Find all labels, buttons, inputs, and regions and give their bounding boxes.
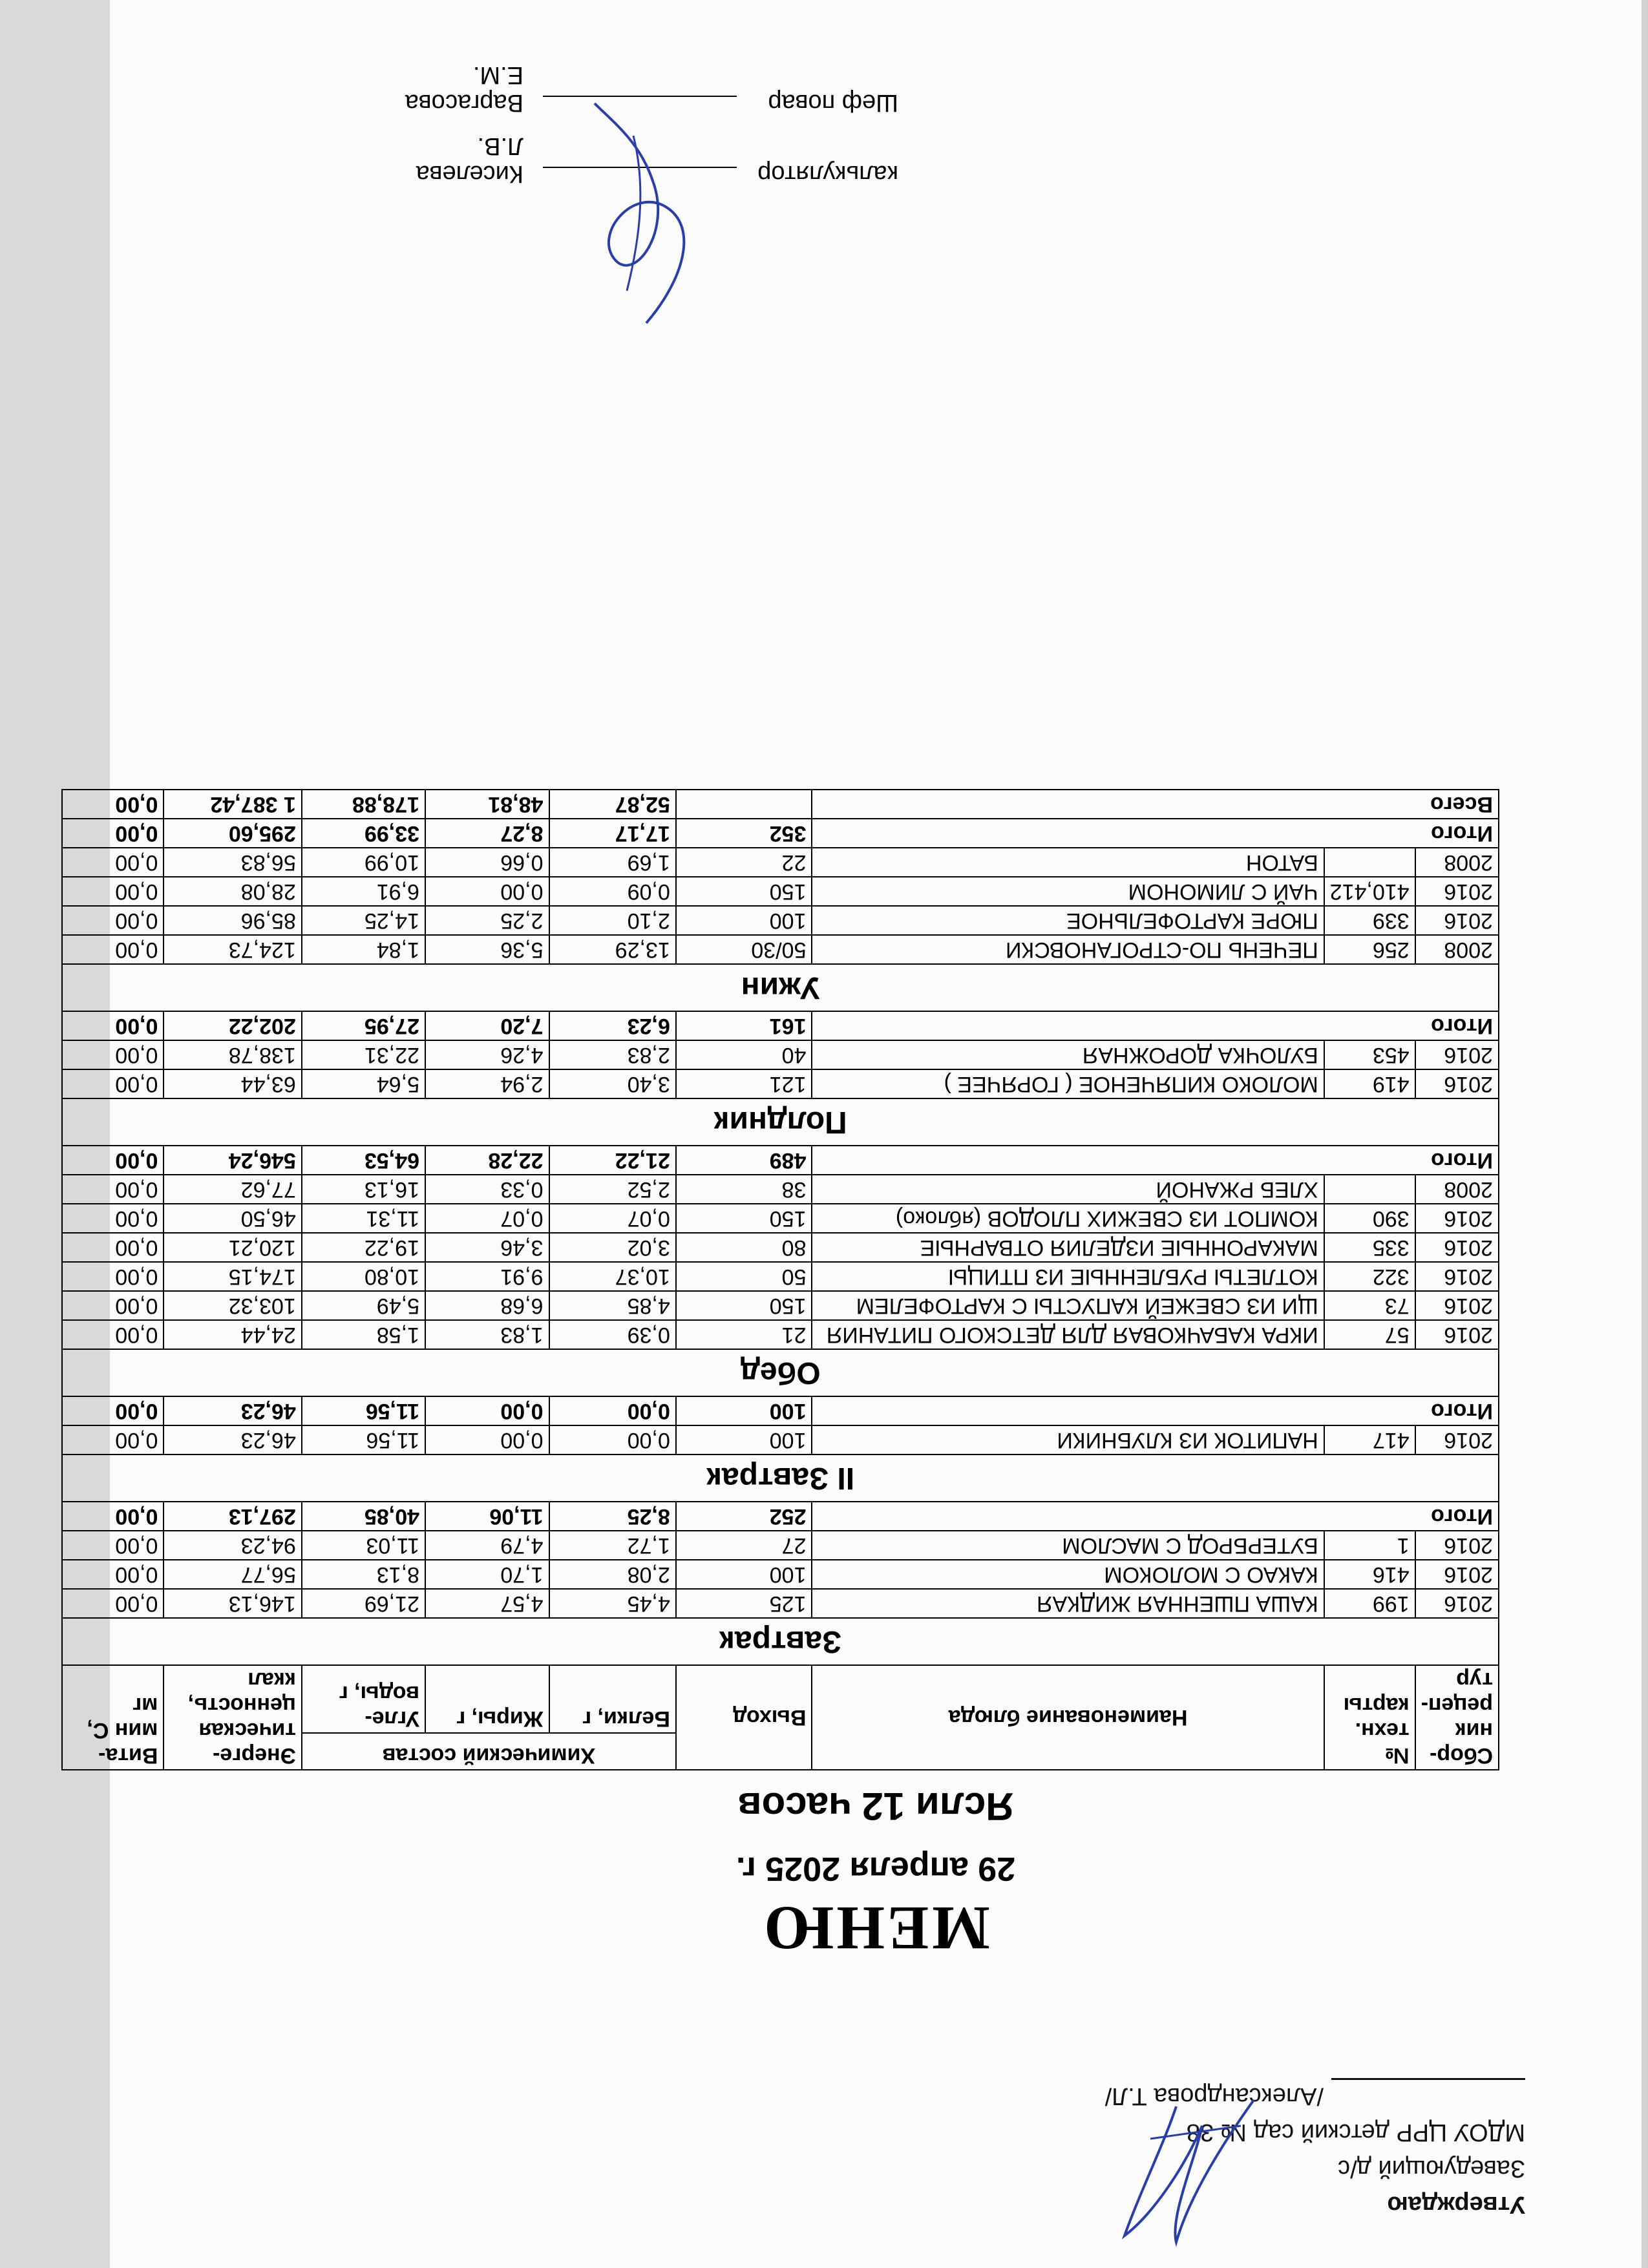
total-e: 295,60 bbox=[164, 819, 301, 848]
cell-p: 0,39 bbox=[549, 1320, 676, 1349]
col-collection: Сбор-ник рецеп-тур bbox=[1415, 1665, 1499, 1770]
cell-v: 0,00 bbox=[62, 1320, 164, 1349]
cell-cb: 8,13 bbox=[302, 1560, 425, 1589]
cell-v: 0,00 bbox=[62, 1069, 164, 1098]
cell-n: 339 bbox=[1324, 906, 1415, 935]
approval-name: /Александрова Т.Л/ bbox=[1104, 2083, 1324, 2110]
cell-f: 1,70 bbox=[425, 1560, 549, 1589]
section-header-dinner bbox=[62, 964, 1499, 1011]
cell-p: 2,08 bbox=[549, 1560, 676, 1589]
cell-n bbox=[1324, 848, 1415, 877]
approval-position: Заведующий д/с bbox=[1338, 2155, 1525, 2182]
chef-name: Варгасова Е.М. bbox=[405, 61, 523, 116]
table-row bbox=[62, 1425, 1499, 1454]
cell-v: 0,00 bbox=[62, 1531, 164, 1560]
cell-f: 0,00 bbox=[425, 1425, 549, 1454]
cell-c: 2016 bbox=[1415, 1560, 1499, 1589]
col-energy: Энерге-тическая ценность, ккал bbox=[164, 1665, 301, 1770]
cell-f: 5,36 bbox=[425, 935, 549, 964]
grand-total-y bbox=[676, 790, 812, 819]
table-row bbox=[62, 1069, 1499, 1098]
table-row bbox=[62, 877, 1499, 906]
cell-p: 1,72 bbox=[549, 1531, 676, 1560]
cell-name: ХЛЕБ РЖАНОЙ bbox=[812, 1175, 1324, 1204]
col-vitc: Вита-мин С, мг bbox=[62, 1665, 164, 1770]
total-e: 202,22 bbox=[164, 1011, 301, 1040]
cell-e: 46,23 bbox=[164, 1425, 301, 1454]
cell-v: 0,00 bbox=[62, 1560, 164, 1589]
total-cb: 11,56 bbox=[302, 1396, 425, 1425]
total-cb: 33,99 bbox=[302, 819, 425, 848]
cell-y: 150 bbox=[676, 1291, 812, 1320]
cell-e: 56,83 bbox=[164, 848, 301, 877]
total-y: 252 bbox=[676, 1502, 812, 1531]
cell-e: 120,21 bbox=[164, 1233, 301, 1262]
total-row bbox=[62, 1396, 1499, 1425]
total-p: 21,22 bbox=[549, 1146, 676, 1175]
calculator-name: Киселева Л.В. bbox=[416, 132, 523, 187]
cell-e: 77,62 bbox=[164, 1175, 301, 1204]
cell-v: 0,00 bbox=[62, 935, 164, 964]
cell-name: ИКРА КАБАЧКОВАЯ ДЛЯ ДЕТСКОГО ПИТАНИЯ bbox=[812, 1320, 1324, 1349]
cell-v: 0,00 bbox=[62, 1589, 164, 1618]
cell-n: 417 bbox=[1324, 1425, 1415, 1454]
cell-c: 2008 bbox=[1415, 935, 1499, 964]
cell-cb: 14,25 bbox=[302, 906, 425, 935]
cell-name: БУТЕРБРОД С МАСЛОМ bbox=[812, 1531, 1324, 1560]
table-row bbox=[62, 1233, 1499, 1262]
cell-y: 21 bbox=[676, 1320, 812, 1349]
table-row bbox=[62, 906, 1499, 935]
chef-role: Шеф повар bbox=[768, 89, 898, 116]
director-signature bbox=[1086, 2087, 1280, 2255]
cell-f: 0,33 bbox=[425, 1175, 549, 1204]
total-label: Итого bbox=[812, 819, 1499, 848]
total-label: Итого bbox=[812, 1011, 1499, 1040]
cell-e: 28,08 bbox=[164, 877, 301, 906]
total-label: Итого bbox=[812, 1502, 1499, 1531]
cell-cb: 11,31 bbox=[302, 1204, 425, 1233]
cell-name: БУЛОЧКА ДОРОЖНАЯ bbox=[812, 1040, 1324, 1069]
cell-p: 2,52 bbox=[549, 1175, 676, 1204]
document-title: МЕНЮ bbox=[761, 1894, 990, 1963]
cell-f: 0,66 bbox=[425, 848, 549, 877]
chef-signature bbox=[556, 97, 724, 330]
section-title: Полдник bbox=[62, 1098, 1499, 1146]
cell-f: 4,79 bbox=[425, 1531, 549, 1560]
cell-p: 2,83 bbox=[549, 1040, 676, 1069]
cell-n bbox=[1324, 1175, 1415, 1204]
cell-n: 199 bbox=[1324, 1589, 1415, 1618]
grand-total-label: Всего bbox=[812, 790, 1499, 819]
cell-p: 2,10 bbox=[549, 906, 676, 935]
total-v: 0,00 bbox=[62, 1502, 164, 1531]
cell-y: 150 bbox=[676, 877, 812, 906]
cell-e: 46,50 bbox=[164, 1204, 301, 1233]
cell-n: 1 bbox=[1324, 1531, 1415, 1560]
table-row bbox=[62, 1291, 1499, 1320]
cell-p: 4,45 bbox=[549, 1589, 676, 1618]
section-header-breakfast bbox=[62, 1618, 1499, 1665]
cell-name: ЩИ ИЗ СВЕЖЕЙ КАПУСТЫ С КАРТОФЕЛЕМ bbox=[812, 1291, 1324, 1320]
cell-e: 103,32 bbox=[164, 1291, 301, 1320]
cell-name: КОМПОТ ИЗ СВЕЖИХ ПЛОДОВ (яблоко) bbox=[812, 1204, 1324, 1233]
total-row bbox=[62, 1502, 1499, 1531]
cell-p: 3,02 bbox=[549, 1233, 676, 1262]
col-protein: Белки, г bbox=[549, 1665, 676, 1734]
cell-e: 85,96 bbox=[164, 906, 301, 935]
grand-total-row bbox=[62, 790, 1499, 819]
cell-y: 100 bbox=[676, 1560, 812, 1589]
cell-n: 390 bbox=[1324, 1204, 1415, 1233]
cell-f: 2,25 bbox=[425, 906, 549, 935]
cell-cb: 1,84 bbox=[302, 935, 425, 964]
cell-y: 22 bbox=[676, 848, 812, 877]
table-row bbox=[62, 1204, 1499, 1233]
cell-y: 50/30 bbox=[676, 935, 812, 964]
cell-cb: 11,56 bbox=[302, 1425, 425, 1454]
cell-v: 0,00 bbox=[62, 1425, 164, 1454]
cell-cb: 1,58 bbox=[302, 1320, 425, 1349]
section-title: Обед bbox=[62, 1349, 1499, 1396]
cell-c: 2008 bbox=[1415, 1175, 1499, 1204]
cell-n: 453 bbox=[1324, 1040, 1415, 1069]
table-row bbox=[62, 1560, 1499, 1589]
cell-c: 2016 bbox=[1415, 1040, 1499, 1069]
cell-p: 13,29 bbox=[549, 935, 676, 964]
cell-f: 2,94 bbox=[425, 1069, 549, 1098]
cell-y: 40 bbox=[676, 1040, 812, 1069]
table-row bbox=[62, 1320, 1499, 1349]
cell-n: 335 bbox=[1324, 1233, 1415, 1262]
total-f: 8,27 bbox=[425, 819, 549, 848]
cell-e: 56,77 bbox=[164, 1560, 301, 1589]
col-fat: Жиры, г bbox=[425, 1665, 549, 1734]
cell-f: 9,91 bbox=[425, 1262, 549, 1291]
cell-c: 2016 bbox=[1415, 1589, 1499, 1618]
cell-p: 3,40 bbox=[549, 1069, 676, 1098]
total-e: 46,23 bbox=[164, 1396, 301, 1425]
cell-v: 0,00 bbox=[62, 1040, 164, 1069]
cell-name: ПЕЧЕНЬ ПО-СТРОГАНОВСКИ bbox=[812, 935, 1324, 964]
cell-c: 2016 bbox=[1415, 1531, 1499, 1560]
cell-cb: 19,22 bbox=[302, 1233, 425, 1262]
grand-total-e: 1 387,42 bbox=[164, 790, 301, 819]
total-y: 161 bbox=[676, 1011, 812, 1040]
total-p: 6,23 bbox=[549, 1011, 676, 1040]
table-row bbox=[62, 935, 1499, 964]
total-p: 0,00 bbox=[549, 1396, 676, 1425]
cell-c: 2016 bbox=[1415, 1291, 1499, 1320]
grand-total-f: 48,81 bbox=[425, 790, 549, 819]
cell-y: 50 bbox=[676, 1262, 812, 1291]
cell-y: 150 bbox=[676, 1204, 812, 1233]
total-y: 352 bbox=[676, 819, 812, 848]
cell-n: 416 bbox=[1324, 1560, 1415, 1589]
total-cb: 64,53 bbox=[302, 1146, 425, 1175]
col-yield: Выход bbox=[676, 1665, 812, 1770]
cell-n: 322 bbox=[1324, 1262, 1415, 1291]
section-title: Завтрак bbox=[62, 1618, 1499, 1665]
cell-e: 63,44 bbox=[164, 1069, 301, 1098]
table-row bbox=[62, 1175, 1499, 1204]
total-label: Итого bbox=[812, 1146, 1499, 1175]
section-title: Ужин bbox=[62, 964, 1499, 1011]
cell-e: 174,15 bbox=[164, 1262, 301, 1291]
col-carbs: Угле-воды, г bbox=[302, 1665, 425, 1734]
cell-f: 4,26 bbox=[425, 1040, 549, 1069]
table-row bbox=[62, 1589, 1499, 1618]
cell-c: 2016 bbox=[1415, 1069, 1499, 1098]
cell-cb: 22,31 bbox=[302, 1040, 425, 1069]
total-f: 7,20 bbox=[425, 1011, 549, 1040]
section-header-lunch bbox=[62, 1349, 1499, 1396]
cell-name: КОТЛЕТЫ РУБЛЕННЫЕ ИЗ ПТИЦЫ bbox=[812, 1262, 1324, 1291]
cell-cb: 6,91 bbox=[302, 877, 425, 906]
cell-f: 1,83 bbox=[425, 1320, 549, 1349]
cell-c: 2016 bbox=[1415, 1204, 1499, 1233]
cell-p: 0,00 bbox=[549, 1425, 676, 1454]
table-row bbox=[62, 1531, 1499, 1560]
grand-total-v: 0,00 bbox=[62, 790, 164, 819]
cell-name: КАША ПШЕННАЯ ЖИДКАЯ bbox=[812, 1589, 1324, 1618]
cell-c: 2016 bbox=[1415, 1320, 1499, 1349]
cell-c: 2016 bbox=[1415, 1425, 1499, 1454]
approval-label: Утверждаю bbox=[1387, 2191, 1525, 2218]
menu-date: 29 апреля 2025 г. bbox=[735, 1850, 1016, 1887]
cell-v: 0,00 bbox=[62, 877, 164, 906]
total-f: 11,06 bbox=[425, 1502, 549, 1531]
cell-cb: 21,69 bbox=[302, 1589, 425, 1618]
section-title: II Завтрак bbox=[62, 1454, 1499, 1502]
cell-c: 2016 bbox=[1415, 1233, 1499, 1262]
cell-v: 0,00 bbox=[62, 906, 164, 935]
table-row bbox=[62, 1262, 1499, 1291]
cell-cb: 5,49 bbox=[302, 1291, 425, 1320]
cell-v: 0,00 bbox=[62, 1204, 164, 1233]
cell-p: 1,69 bbox=[549, 848, 676, 877]
total-y: 100 bbox=[676, 1396, 812, 1425]
table-row bbox=[62, 1040, 1499, 1069]
table-body bbox=[62, 790, 1499, 1665]
cell-e: 138,78 bbox=[164, 1040, 301, 1069]
cell-name: НАПИТОК ИЗ КЛУБНИКИ bbox=[812, 1425, 1324, 1454]
cell-f: 0,00 bbox=[425, 877, 549, 906]
cell-cb: 10,80 bbox=[302, 1262, 425, 1291]
cell-name: МАКАРОННЫЕ ИЗДЕЛИЯ ОТВАРНЫЕ bbox=[812, 1233, 1324, 1262]
cell-f: 4,57 bbox=[425, 1589, 549, 1618]
cell-name: КАКАО С МОЛОКОМ bbox=[812, 1560, 1324, 1589]
cell-y: 38 bbox=[676, 1175, 812, 1204]
cell-e: 94,23 bbox=[164, 1531, 301, 1560]
cell-v: 0,00 bbox=[62, 1262, 164, 1291]
cell-y: 125 bbox=[676, 1589, 812, 1618]
cell-f: 3,46 bbox=[425, 1233, 549, 1262]
total-y: 489 bbox=[676, 1146, 812, 1175]
total-cb: 27,95 bbox=[302, 1011, 425, 1040]
cell-cb: 10,99 bbox=[302, 848, 425, 877]
total-cb: 40,85 bbox=[302, 1502, 425, 1531]
total-f: 22,28 bbox=[425, 1146, 549, 1175]
cell-v: 0,00 bbox=[62, 1175, 164, 1204]
cell-n: 256 bbox=[1324, 935, 1415, 964]
cell-y: 100 bbox=[676, 1425, 812, 1454]
cell-n: 410,412 bbox=[1324, 877, 1415, 906]
approval-organization: МДОУ ЦРР детский сад № 38 bbox=[1186, 2119, 1525, 2146]
cell-p: 10,37 bbox=[549, 1262, 676, 1291]
cell-cb: 11,03 bbox=[302, 1531, 425, 1560]
cell-cb: 5,64 bbox=[302, 1069, 425, 1098]
cell-v: 0,00 bbox=[62, 848, 164, 877]
cell-y: 80 bbox=[676, 1233, 812, 1262]
signature-underline bbox=[1331, 2078, 1525, 2099]
cell-c: 2016 bbox=[1415, 877, 1499, 906]
total-v: 0,00 bbox=[62, 1011, 164, 1040]
total-v: 0,00 bbox=[62, 819, 164, 848]
total-row bbox=[62, 1011, 1499, 1040]
col-name: Наименование блюда bbox=[812, 1665, 1324, 1770]
total-f: 0,00 bbox=[425, 1396, 549, 1425]
paper-sheet bbox=[87, 0, 1642, 2268]
cell-n: 419 bbox=[1324, 1069, 1415, 1098]
section-header-breakfast2 bbox=[62, 1454, 1499, 1502]
total-e: 297,13 bbox=[164, 1502, 301, 1531]
cell-v: 0,00 bbox=[62, 1233, 164, 1262]
cell-name: ЧАЙ С ЛИМОНОМ bbox=[812, 877, 1324, 906]
cell-v: 0,00 bbox=[62, 1291, 164, 1320]
cell-p: 4,85 bbox=[549, 1291, 676, 1320]
cell-n: 73 bbox=[1324, 1291, 1415, 1320]
cell-cb: 16,13 bbox=[302, 1175, 425, 1204]
group-name: Ясли 12 часов bbox=[737, 1785, 1014, 1828]
cell-p: 0,07 bbox=[549, 1204, 676, 1233]
cell-e: 146,13 bbox=[164, 1589, 301, 1618]
cell-n: 57 bbox=[1324, 1320, 1415, 1349]
col-chem: Химический состав bbox=[302, 1734, 676, 1770]
table-header bbox=[62, 1665, 1499, 1770]
cell-e: 24,44 bbox=[164, 1320, 301, 1349]
section-header-snack bbox=[62, 1098, 1499, 1146]
cell-name: ПЮРЕ КАРТОФЕЛЬНОЕ bbox=[812, 906, 1324, 935]
total-row bbox=[62, 819, 1499, 848]
total-p: 8,25 bbox=[549, 1502, 676, 1531]
total-label: Итого bbox=[812, 1396, 1499, 1425]
table-row bbox=[62, 848, 1499, 877]
total-row bbox=[62, 1146, 1499, 1175]
cell-y: 100 bbox=[676, 906, 812, 935]
grand-total-cb: 178,88 bbox=[302, 790, 425, 819]
cell-e: 124,73 bbox=[164, 935, 301, 964]
cell-y: 27 bbox=[676, 1531, 812, 1560]
cell-p: 0,09 bbox=[549, 877, 676, 906]
total-e: 546,24 bbox=[164, 1146, 301, 1175]
menu-table bbox=[61, 789, 1499, 1770]
total-v: 0,00 bbox=[62, 1396, 164, 1425]
cell-c: 2016 bbox=[1415, 906, 1499, 935]
cell-name: БАТОН bbox=[812, 848, 1324, 877]
cell-name: МОЛОКО КИПЯЧЕНОЕ ( ГОРЯЧЕЕ ) bbox=[812, 1069, 1324, 1098]
cell-y: 121 bbox=[676, 1069, 812, 1098]
calculator-role: калькулятор bbox=[757, 160, 898, 187]
total-v: 0,00 bbox=[62, 1146, 164, 1175]
col-card: № техн. карты bbox=[1324, 1665, 1415, 1770]
grand-total-p: 52,87 bbox=[549, 790, 676, 819]
cell-c: 2016 bbox=[1415, 1262, 1499, 1291]
cell-f: 6,68 bbox=[425, 1291, 549, 1320]
cell-c: 2008 bbox=[1415, 848, 1499, 877]
cell-f: 0,07 bbox=[425, 1204, 549, 1233]
total-p: 17,17 bbox=[549, 819, 676, 848]
